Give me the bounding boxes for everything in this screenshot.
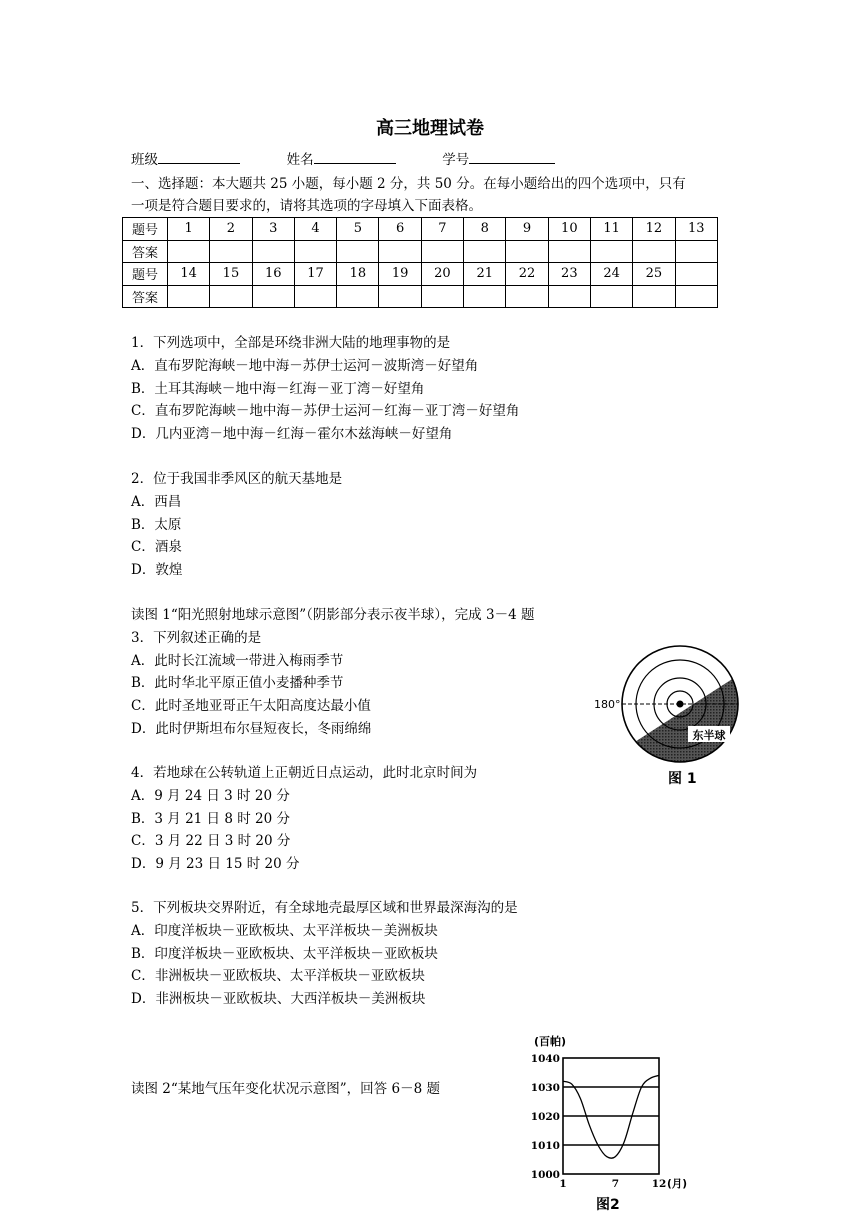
table-cell: 17 bbox=[294, 263, 336, 286]
option: B．印度洋板块－亚欧板块、太平洋板块－亚欧板块 bbox=[131, 945, 438, 962]
y-tick-label: 1020 bbox=[530, 1111, 560, 1123]
answer-cell[interactable] bbox=[379, 240, 421, 263]
answer-cell[interactable] bbox=[168, 285, 210, 308]
option: D．非洲板块－亚欧板块、大西洋板块－美洲板块 bbox=[131, 991, 426, 1008]
answer-cell[interactable] bbox=[464, 285, 506, 308]
y-tick-label: 1030 bbox=[530, 1082, 560, 1094]
table-header-cell: 答案 bbox=[123, 240, 168, 263]
answer-cell[interactable] bbox=[294, 285, 336, 308]
table-cell: 15 bbox=[210, 263, 252, 286]
table-cell: 22 bbox=[506, 263, 548, 286]
option: C．3 月 22 日 3 时 20 分 bbox=[131, 833, 291, 850]
option: A．9 月 24 日 3 时 20 分 bbox=[131, 787, 290, 804]
question-stem: 2．位于我国非季风区的航天基地是 bbox=[131, 471, 343, 487]
table-cell: 3 bbox=[252, 218, 294, 241]
table-row bbox=[123, 240, 718, 263]
question-2 bbox=[131, 468, 342, 582]
option: D．此时伊斯坦布尔昼短夜长，冬雨绵绵 bbox=[131, 720, 372, 737]
option: C．非洲板块－亚欧板块、太平洋板块－亚欧板块 bbox=[131, 968, 425, 985]
option: D．几内亚湾－地中海－红海－霍尔木兹海峡－好望角 bbox=[131, 426, 453, 443]
table-cell: 7 bbox=[421, 218, 463, 241]
figure-2-chart bbox=[520, 1030, 700, 1190]
instructions-line-1: 一、选择题：本大题共 25 小题，每小题 2 分，共 50 分。在每小题给出的四个选项中，只有 bbox=[131, 176, 686, 192]
id-label: 学号 bbox=[442, 152, 470, 168]
table-row bbox=[123, 285, 718, 308]
question-3 bbox=[131, 604, 534, 741]
table-cell: 10 bbox=[548, 218, 590, 241]
answer-cell[interactable] bbox=[210, 240, 252, 263]
table-header-cell: 题号 bbox=[123, 263, 168, 286]
option: C．此时圣地亚哥正午太阳高度达最小值 bbox=[131, 698, 371, 715]
table-row bbox=[123, 218, 718, 241]
question-stem: 1．下列选项中，全部是环绕非洲大陆的地理事物的是 bbox=[131, 335, 451, 351]
figure-1-caption: 图 1 bbox=[668, 771, 697, 787]
answer-cell[interactable] bbox=[252, 285, 294, 308]
answer-cell[interactable] bbox=[168, 240, 210, 263]
answer-cell[interactable] bbox=[633, 240, 675, 263]
table-cell: 9 bbox=[506, 218, 548, 241]
table-header-cell: 答案 bbox=[123, 285, 168, 308]
answer-cell[interactable] bbox=[590, 240, 632, 263]
table-cell: 21 bbox=[464, 263, 506, 286]
answer-cell[interactable] bbox=[548, 285, 590, 308]
table-cell: 6 bbox=[379, 218, 421, 241]
id-field[interactable] bbox=[469, 148, 555, 164]
option: A．西昌 bbox=[131, 493, 182, 510]
y-tick-label: 1000 bbox=[530, 1169, 560, 1181]
page-title: 高三地理试卷 bbox=[376, 118, 484, 139]
table-cell: 13 bbox=[675, 218, 717, 241]
answer-cell[interactable] bbox=[675, 285, 717, 308]
question-stem: 3．下列叙述正确的是 bbox=[131, 629, 262, 646]
answer-cell[interactable] bbox=[590, 285, 632, 308]
answer-cell[interactable] bbox=[294, 240, 336, 263]
answer-table bbox=[122, 217, 718, 308]
table-cell: 11 bbox=[590, 218, 632, 241]
table-cell: 18 bbox=[337, 263, 379, 286]
table-cell: 4 bbox=[294, 218, 336, 241]
table-cell: 1 bbox=[168, 218, 210, 241]
table-cell: 16 bbox=[252, 263, 294, 286]
x-unit-label: (月) bbox=[667, 1178, 688, 1190]
answer-cell[interactable] bbox=[337, 240, 379, 263]
answer-cell[interactable] bbox=[379, 285, 421, 308]
table-cell: 2 bbox=[210, 218, 252, 241]
answer-cell[interactable] bbox=[675, 240, 717, 263]
option: C．酒泉 bbox=[131, 539, 182, 556]
option: C．直布罗陀海峡－地中海－苏伊士运河－红海－亚丁湾－好望角 bbox=[131, 403, 520, 420]
class-field[interactable] bbox=[158, 148, 240, 164]
option: B．3 月 21 日 8 时 20 分 bbox=[131, 810, 290, 827]
x-tick-label: 1 bbox=[559, 1178, 567, 1190]
option: B．土耳其海峡－地中海－红海－亚丁湾－好望角 bbox=[131, 380, 425, 397]
option: A．此时长江流域一带进入梅雨季节 bbox=[131, 652, 344, 669]
instructions-line-2: 一项是符合题目要求的，请将其选项的字母填入下面表格。 bbox=[131, 198, 482, 214]
student-info-line bbox=[131, 148, 555, 172]
answer-cell[interactable] bbox=[506, 240, 548, 263]
y-tick-label: 1010 bbox=[530, 1140, 560, 1152]
hemisphere-label: 东半球 bbox=[692, 729, 726, 742]
y-tick-label: 1040 bbox=[530, 1053, 560, 1065]
table-cell: 12 bbox=[633, 218, 675, 241]
option: A．印度洋板块－亚欧板块、太平洋板块－美洲板块 bbox=[131, 922, 438, 939]
question-5 bbox=[131, 897, 518, 1011]
option: B．此时华北平原正值小麦播种季节 bbox=[131, 675, 344, 692]
table-cell bbox=[675, 263, 717, 286]
option: B．太原 bbox=[131, 516, 182, 533]
option: D．9 月 23 日 15 时 20 分 bbox=[131, 856, 300, 873]
table-row bbox=[123, 263, 718, 286]
name-label: 姓名 bbox=[286, 152, 314, 168]
figure-2-caption: 图2 bbox=[596, 1197, 620, 1213]
table-cell: 19 bbox=[379, 263, 421, 286]
table-cell: 24 bbox=[590, 263, 632, 286]
answer-cell[interactable] bbox=[464, 240, 506, 263]
x-tick-label: 12 bbox=[651, 1178, 667, 1190]
name-field[interactable] bbox=[314, 148, 396, 164]
answer-cell[interactable] bbox=[506, 285, 548, 308]
reading-prompt: 读图 1“阳光照射地球示意图”（阴影部分表示夜半球），完成 3－4 题 bbox=[131, 607, 535, 623]
table-cell: 8 bbox=[464, 218, 506, 241]
table-cell: 20 bbox=[421, 263, 463, 286]
question-stem: 5．下列板块交界附近，有全球地壳最厚区域和世界最深海沟的是 bbox=[131, 900, 518, 916]
option: A．直布罗陀海峡－地中海－苏伊士运河－波斯湾－好望角 bbox=[131, 357, 479, 374]
table-cell: 5 bbox=[337, 218, 379, 241]
y-unit-label: (百帕) bbox=[534, 1035, 567, 1048]
table-cell: 25 bbox=[633, 263, 675, 286]
question-4 bbox=[131, 762, 477, 876]
x-tick-label: 7 bbox=[611, 1178, 620, 1190]
table-cell: 14 bbox=[168, 263, 210, 286]
pole-dot bbox=[677, 701, 684, 708]
question-1 bbox=[131, 332, 519, 446]
question-stem: 4．若地球在公转轨道上正朝近日点运动，此时北京时间为 bbox=[131, 765, 478, 781]
answer-cell[interactable] bbox=[337, 285, 379, 308]
reading-prompt-2: 读图 2“某地气压年变化状况示意图”，回答 6－8 题 bbox=[131, 1081, 440, 1097]
answer-cell[interactable] bbox=[633, 285, 675, 308]
pressure-curve bbox=[563, 1075, 659, 1158]
class-label: 班级 bbox=[131, 152, 158, 168]
option: D．敦煌 bbox=[131, 562, 183, 579]
answer-cell[interactable] bbox=[421, 285, 463, 308]
table-cell: 23 bbox=[548, 263, 590, 286]
table-header-cell: 题号 bbox=[123, 218, 168, 241]
answer-cell[interactable] bbox=[421, 240, 463, 263]
longitude-label: 180° bbox=[594, 698, 621, 711]
answer-cell[interactable] bbox=[210, 285, 252, 308]
answer-cell[interactable] bbox=[252, 240, 294, 263]
answer-cell[interactable] bbox=[548, 240, 590, 263]
